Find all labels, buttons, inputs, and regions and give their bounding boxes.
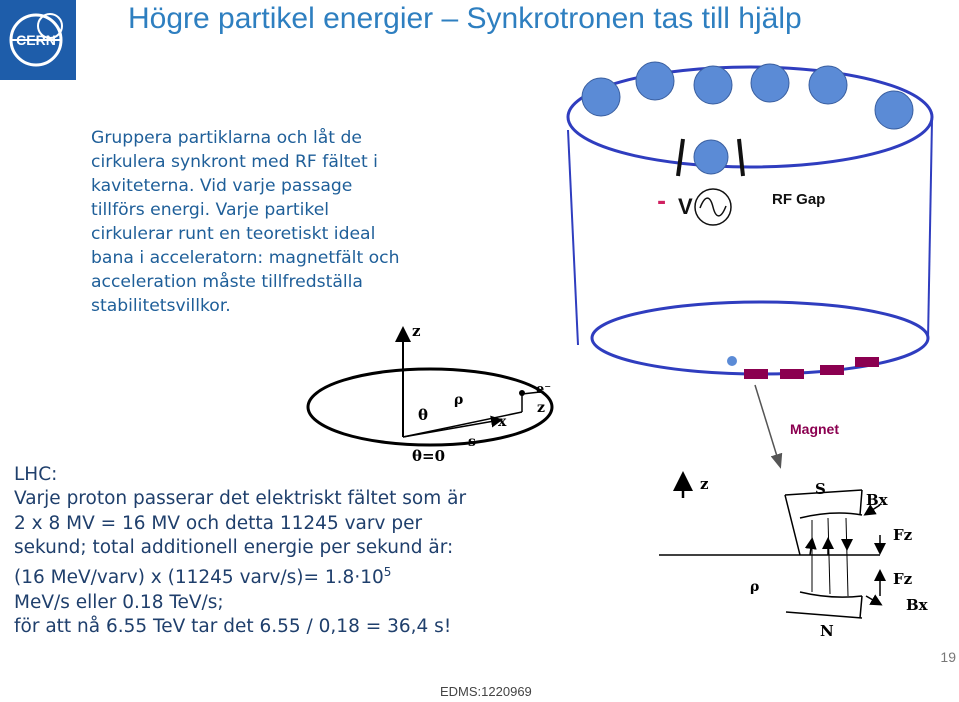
magnet-block — [855, 357, 879, 367]
mag-fz2-label: Fz — [893, 570, 913, 588]
magnet-pointer-arrow — [755, 385, 780, 466]
upper-pole-face — [800, 513, 862, 518]
mag-n-label: N — [820, 622, 834, 640]
intro-line: stabilitetsvillkor. — [91, 296, 231, 316]
cavity-circle — [694, 140, 728, 174]
lhc-line: för att nå 6.55 TeV tar det 6.55 / 0,18 = 36,4 s! — [14, 615, 452, 637]
lower-pole — [786, 592, 862, 618]
orbit-theta0-label: θ=0 — [412, 447, 446, 465]
ring-side-left — [568, 130, 578, 345]
mag-s-label: S — [815, 480, 826, 498]
logo-text: CERN — [16, 32, 56, 48]
lhc-line: MeV/s eller 0.18 TeV/s; — [14, 591, 224, 613]
lhc-line: LHC: — [14, 464, 58, 485]
magnet-block — [744, 369, 768, 379]
mag-rho-label: ρ — [750, 579, 760, 595]
lhc-line: 2 x 8 MV = 16 MV och detta 11245 varv per — [14, 512, 423, 534]
mag-bx1-label: Bx — [866, 491, 888, 509]
cavity-circle — [694, 66, 732, 104]
particle-icon — [727, 356, 737, 366]
cavity-circle — [582, 78, 620, 116]
slide-title: Högre partikel energier – Synkrotronen tas till hjälp — [128, 2, 802, 35]
lhc-line: sekund; total additionell energie per sekund är: — [14, 536, 454, 558]
intro-line: bana i acceleratorn: magnetfält och — [91, 248, 400, 268]
page-number: 19 — [940, 649, 956, 665]
bx-arrow-bottom — [866, 596, 880, 604]
ring-side-right — [928, 120, 932, 340]
field-line — [828, 518, 830, 594]
footer-doc-id: EDMS:1220969 — [440, 684, 532, 699]
magnet-block — [780, 369, 804, 379]
lhc-line: (16 MeV/varv) x (11245 varv/s)= 1.8·10 — [14, 567, 384, 589]
lhc-line: Varje proton passerar det elektriskt fältet som är — [14, 488, 467, 510]
cavity-circle — [875, 91, 913, 129]
electron-dot — [519, 390, 525, 396]
rf-gap-label: RF Gap — [772, 191, 826, 208]
intro-line: tillförs energi. Varje partikel — [91, 200, 330, 220]
magnet-block — [820, 365, 844, 375]
orbit-sketch — [308, 322, 552, 465]
cavity-circle — [636, 62, 674, 100]
cavity-circle — [751, 64, 789, 102]
rf-gap-plate — [739, 139, 743, 176]
orbit-theta-label: θ — [418, 406, 429, 424]
orbit-ellipse — [308, 369, 552, 445]
orbit-x-label: x — [498, 414, 507, 430]
superscript: 5 — [383, 565, 392, 580]
orbit-z-label: z — [412, 322, 421, 340]
orbit-electron-label: e⁻ — [536, 382, 552, 397]
rf-gap-plate — [678, 139, 683, 176]
intro-line: cirkulera synkront med RF fältet i — [91, 152, 378, 172]
mag-z-label: z — [700, 475, 709, 493]
intro-line: kaviteterna. Vid varje passage — [91, 176, 353, 196]
field-line — [846, 518, 848, 596]
magnet-label: Magnet — [790, 421, 839, 437]
minus-sign: - — [657, 190, 667, 215]
intro-line: acceleration måste tillfredställa — [91, 272, 363, 292]
cavity-circle — [809, 66, 847, 104]
mag-fz1-label: Fz — [893, 526, 913, 544]
orbit-s-label: s — [468, 434, 476, 450]
v-label: V — [678, 194, 693, 219]
intro-line: Gruppera partiklarna och låt de — [91, 128, 362, 148]
intro-line: cirkulerar runt en teoretiskt ideal — [91, 224, 376, 244]
mag-bx2-label: Bx — [906, 596, 928, 614]
upper-pole — [785, 490, 862, 555]
orbit-rho-label: ρ — [454, 392, 464, 408]
magnet-field-drawing — [659, 475, 929, 640]
orbit-z2-label: z — [537, 400, 545, 416]
